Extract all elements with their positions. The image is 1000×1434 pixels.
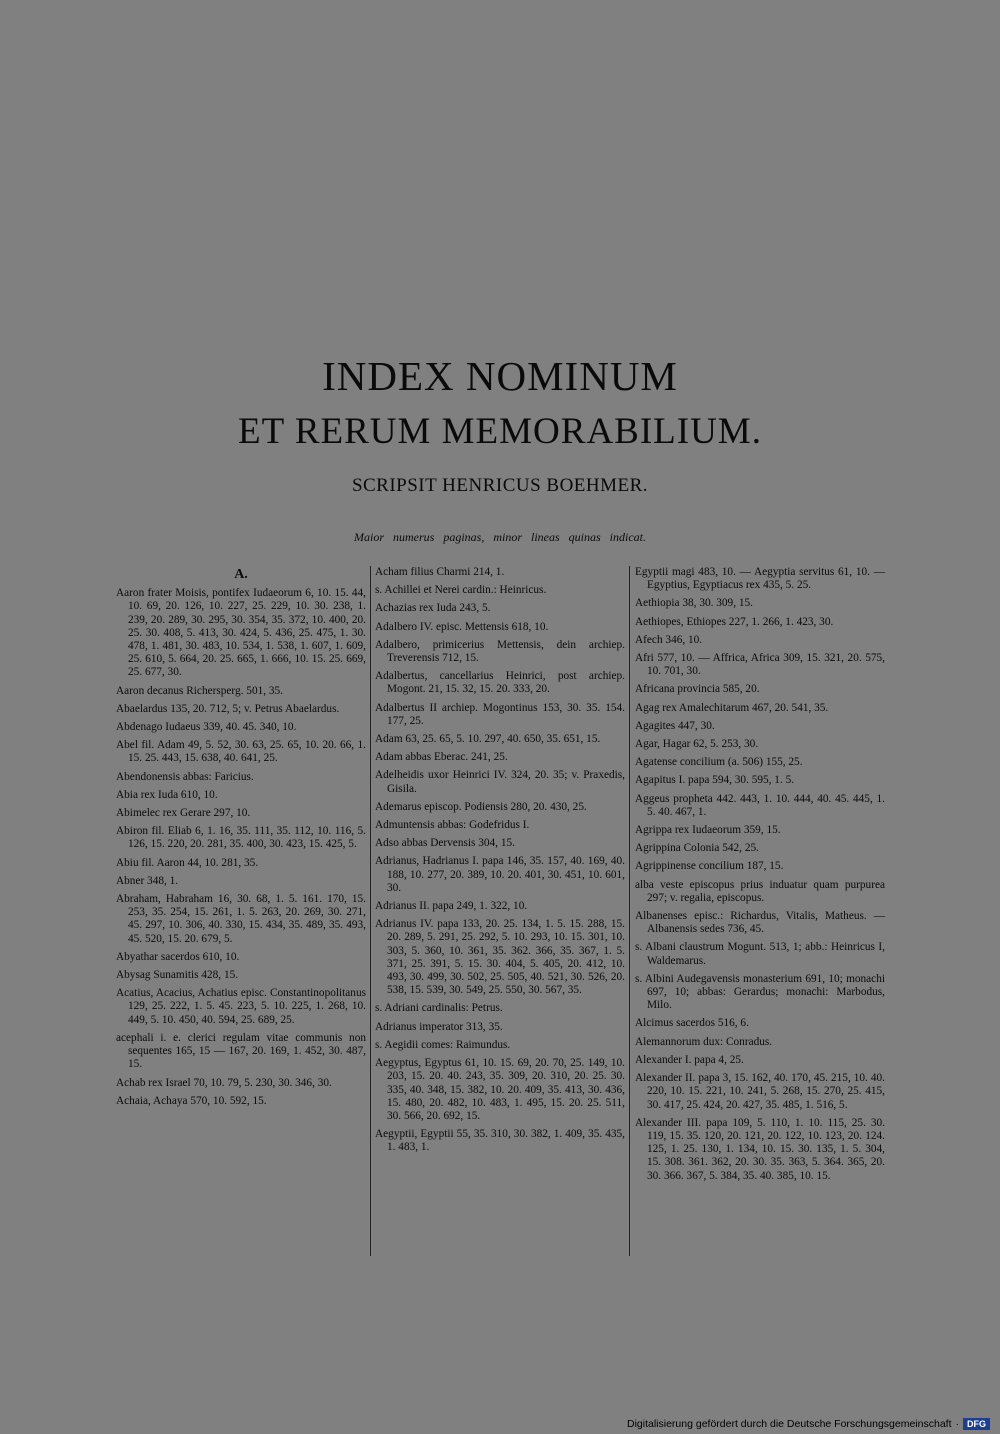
index-column-1	[116, 566, 366, 1113]
index-entry: s. Albini Audegavensis monasterium 691, 10; monachi 697, 10; abbas: Gerardus; monachi: Marbodus, Milo.	[635, 972, 885, 1012]
index-entry: Africana provincia 585, 20.	[635, 683, 760, 696]
index-entry: Achazias rex Iuda 243, 5.	[375, 602, 491, 615]
index-entry: Agar, Hagar 62, 5. 253, 30.	[635, 738, 759, 751]
index-entry: Abaelardus 135, 20. 712, 5; v. Petrus Abaelardus.	[116, 702, 340, 715]
index-entry: Adalbertus II archiep. Mogontinus 153, 30. 35. 154. 177, 25.	[375, 701, 625, 727]
index-entry: Adam 63, 25. 65, 5. 10. 297, 40. 650, 35. 651, 15.	[375, 733, 601, 746]
index-entry: Adrianus IV. papa 133, 20. 25. 134, 1. 5. 15. 288, 15. 20. 289, 5. 291, 25. 292, 5. 10. 293, 10. 15. 301, 10. 303, 5. 360, 10. 361, 35. 362. 366, 35. 367, 1. 5. 371, 25. 391, 5. 15. 30. 404, 5. 405, 20. 412, 10. 493, 30. 499, 30. 502, 25. 505, 40. 521, 30. 526, 20. 538, 15. 539, 30. 549, 25. 550, 30. 567, 35.	[375, 918, 625, 997]
index-entry: Abiron fil. Eliab 6, 1. 16, 35. 111, 35. 112, 10. 116, 5. 126, 15. 220, 20. 281, 35. 400, 30. 423, 15. 425, 5.	[116, 825, 366, 851]
index-entry: Abysag Sunamitis 428, 15.	[116, 969, 239, 982]
index-entry: Agrippinense concilium 187, 15.	[635, 860, 784, 873]
index-entry: Adso abbas Dervensis 304, 15.	[375, 837, 515, 850]
index-entry: Abiu fil. Aaron 44, 10. 281, 35.	[116, 856, 259, 869]
index-entry: Agrippa rex Iudaeorum 359, 15.	[635, 824, 781, 837]
index-entry: Abia rex Iuda 610, 10.	[116, 788, 218, 801]
index-entry: Abner 348, 1.	[116, 874, 179, 887]
funding-note: Digitalisierung gefördert durch die Deutsche Forschungsgemeinschaft	[626, 1418, 952, 1430]
index-entry: Aegyptii, Egyptii 55, 35. 310, 30. 382, 1. 409, 35. 435, 1. 483, 1.	[375, 1128, 625, 1154]
index-entry: Agrippina Colonia 542, 25.	[635, 842, 759, 855]
index-entry: Abraham, Habraham 16, 30. 68, 1. 5. 161. 170, 15. 253, 35. 254, 15. 261, 1. 5. 263, 20. 269, 30. 271, 45. 297, 10. 306, 40. 330, 15. 434, 35. 489, 35. 493, 45. 520, 15. 20. 679, 5.	[116, 893, 366, 945]
dfg-logo: DFG	[963, 1418, 990, 1430]
index-entry: Agatense concilium (a. 506) 155, 25.	[635, 756, 803, 769]
index-entry: Adalbertus, cancellarius Heinrici, post archiep. Mogont. 21, 15. 32, 15. 20. 333, 20.	[375, 670, 625, 696]
index-entry: Abimelec rex Gerare 297, 10.	[116, 807, 251, 820]
separator-dot: ·	[955, 1418, 959, 1430]
index-entry: Agagites 447, 30.	[635, 719, 715, 732]
index-entry: Adrianus II. papa 249, 1. 322, 10.	[375, 900, 528, 913]
index-entry: Abyathar sacerdos 610, 10.	[116, 950, 240, 963]
index-entry: s. Albani claustrum Mogunt. 513, 1; abb.: Heinricus I, Waldemarus.	[635, 941, 885, 967]
index-entry: Adrianus, Hadrianus I. papa 146, 35. 157, 40. 169, 40. 188, 10. 277, 20. 389, 10. 20. 401, 30. 451, 10. 601, 30.	[375, 855, 625, 894]
index-entry: Agapitus I. papa 594, 30. 595, 1. 5.	[635, 774, 795, 787]
author-line: SCRIPSIT HENRICUS BOEHMER.	[351, 475, 649, 496]
index-entry: Adalbero, primicerius Mettensis, dein archiep. Treverensis 712, 15.	[375, 638, 625, 665]
index-title: INDEX NOMINUM	[322, 353, 678, 399]
index-entry: Alexander I. papa 4, 25.	[635, 1053, 744, 1066]
index-entry: Abel fil. Adam 49, 5. 52, 30. 63, 25. 65, 10. 20. 66, 1. 15. 25. 443, 15. 638, 40. 641, 25.	[116, 739, 366, 765]
index-column-2	[375, 566, 625, 1160]
index-entry: Alexander III. papa 109, 5. 110, 1. 10. 115, 25. 30. 119, 15. 35. 120, 20. 121, 20. 122, 10. 123, 20. 124. 125, 1. 25. 130, 1. 134, 10. 15. 30. 135, 1. 5. 304, 15. 308. 361. 362, 20. 30. 35. 363, 5. 364. 365, 20. 30. 366. 367, 5. 384, 35. 40. 385, 10. 15.	[635, 1116, 885, 1182]
index-entry: Afri 577, 10. — Affrica, Africa 309, 15. 321, 20. 575, 10. 701, 30.	[635, 652, 885, 678]
index-entry: Admuntensis abbas: Godefridus I.	[375, 819, 530, 832]
index-entry: alba veste episcopus prius induatur quam purpurea 297; v. regalia, episcopus.	[635, 878, 885, 904]
column-divider	[629, 566, 630, 1256]
column-divider	[370, 566, 371, 1256]
index-entry: Aethiopia 38, 30. 309, 15.	[635, 597, 753, 610]
index-entry: Alcimus sacerdos 516, 6.	[635, 1017, 749, 1030]
index-entry: Albanenses episc.: Richardus, Vitalis, Matheus. — Albanensis sedes 736, 45.	[635, 910, 885, 936]
index-entry: s. Adriani cardinalis: Petrus.	[375, 1002, 503, 1015]
index-entry: Aaron frater Moisis, pontifex Iudaeorum 6, 10. 15. 44, 10. 69, 20. 126, 10. 227, 25. 229, 10. 30. 238, 1. 239, 20. 289, 30. 295, 30. 354, 35. 372, 10. 400, 20. 25. 30. 408, 5. 413, 30. 424, 5. 436, 25. 475, 1. 30. 478, 1. 481, 30. 483, 10. 534, 1. 538, 1. 607, 1. 609, 25. 610, 5. 664, 20. 25. 665, 1. 666, 10. 15. 25. 669, 25. 677, 30.	[116, 587, 366, 679]
index-entry: Adalbero IV. episc. Mettensis 618, 10.	[375, 620, 549, 633]
index-entry: Adrianus imperator 313, 35.	[375, 1020, 503, 1033]
index-title-second-line: ET RERUM MEMORABILIUM.	[238, 411, 762, 452]
usage-note: Maior numerus paginas, minor lineas quinas indicat.	[353, 530, 646, 544]
index-entry: Agag rex Amalechitarum 467, 20. 541, 35.	[635, 701, 829, 714]
index-entry: Alexander II. papa 3, 15. 162, 40. 170, 45. 215, 10. 40. 220, 10. 15. 221, 10. 241, 5. 268, 15. 270, 25. 415, 30. 417, 25. 424, 20. 427, 35. 485, 1. 516, 5.	[635, 1072, 885, 1111]
index-entry: Aaron decanus Richersperg. 501, 35.	[116, 684, 284, 697]
index-entry: Egyptii magi 483, 10. — Aegyptia servitus 61, 10. — Egyptius, Egyptiacus rex 435, 5. 25.	[635, 566, 885, 592]
index-entry: Adelheidis uxor Heinrici IV. 324, 20. 35; v. Praxedis, Gisila.	[375, 769, 625, 795]
index-entry: Achab rex Israel 70, 10. 79, 5. 230, 30. 346, 30.	[116, 1076, 332, 1089]
index-entry: Acatius, Acacius, Achatius episc. Constantinopolitanus 129, 25. 222, 1. 5. 45. 223, 5. 10. 225, 1. 268, 10. 449, 5. 10. 450, 40. 594, 25. 689, 25.	[116, 987, 366, 1026]
index-entry: Aggeus propheta 442. 443, 1. 10. 444, 40. 45. 445, 1. 5. 40. 467, 1.	[635, 792, 885, 818]
index-entry: Abdenago Iudaeus 339, 40. 45. 340, 10.	[116, 721, 297, 734]
index-column-3	[635, 566, 885, 1188]
index-entry: s. Aegidii comes: Raimundus.	[375, 1038, 511, 1051]
index-entry: Aethiopes, Ethiopes 227, 1. 266, 1. 423, 30.	[635, 615, 834, 628]
index-entry: Acham filius Charmi 214, 1.	[375, 566, 505, 578]
index-entry: s. Achillei et Nerei cardin.: Heinricus.	[375, 584, 547, 597]
index-entry: Adam abbas Eberac. 241, 25.	[375, 751, 508, 764]
section-letter: A.	[234, 567, 248, 582]
index-entry: acephali i. e. clerici regulam vitae communis non sequentes 165, 15 — 167, 20. 169, 1. 452, 30. 487, 15.	[116, 1031, 366, 1071]
index-entry: Alemannorum dux: Conradus.	[635, 1035, 773, 1048]
index-entry: Abendonensis abbas: Faricius.	[116, 770, 254, 783]
index-entry: Ademarus episcop. Podiensis 280, 20. 430, 25.	[375, 800, 587, 813]
index-entry: Afech 346, 10.	[635, 633, 703, 646]
footer	[627, 1418, 990, 1430]
index-entry: Aegyptus, Egyptus 61, 10. 15. 69, 20. 70, 25. 149, 10. 203, 15. 20. 40. 243, 35. 309, 20. 310, 20. 25. 30. 335, 40. 348, 15. 382, 10. 20. 409, 35. 413, 30. 436, 15. 480, 20. 482, 10. 483, 1. 495, 15. 20. 25. 511, 30. 566, 20. 692, 15.	[375, 1057, 625, 1122]
index-entry: Achaia, Achaya 570, 10. 592, 15.	[116, 1094, 267, 1107]
